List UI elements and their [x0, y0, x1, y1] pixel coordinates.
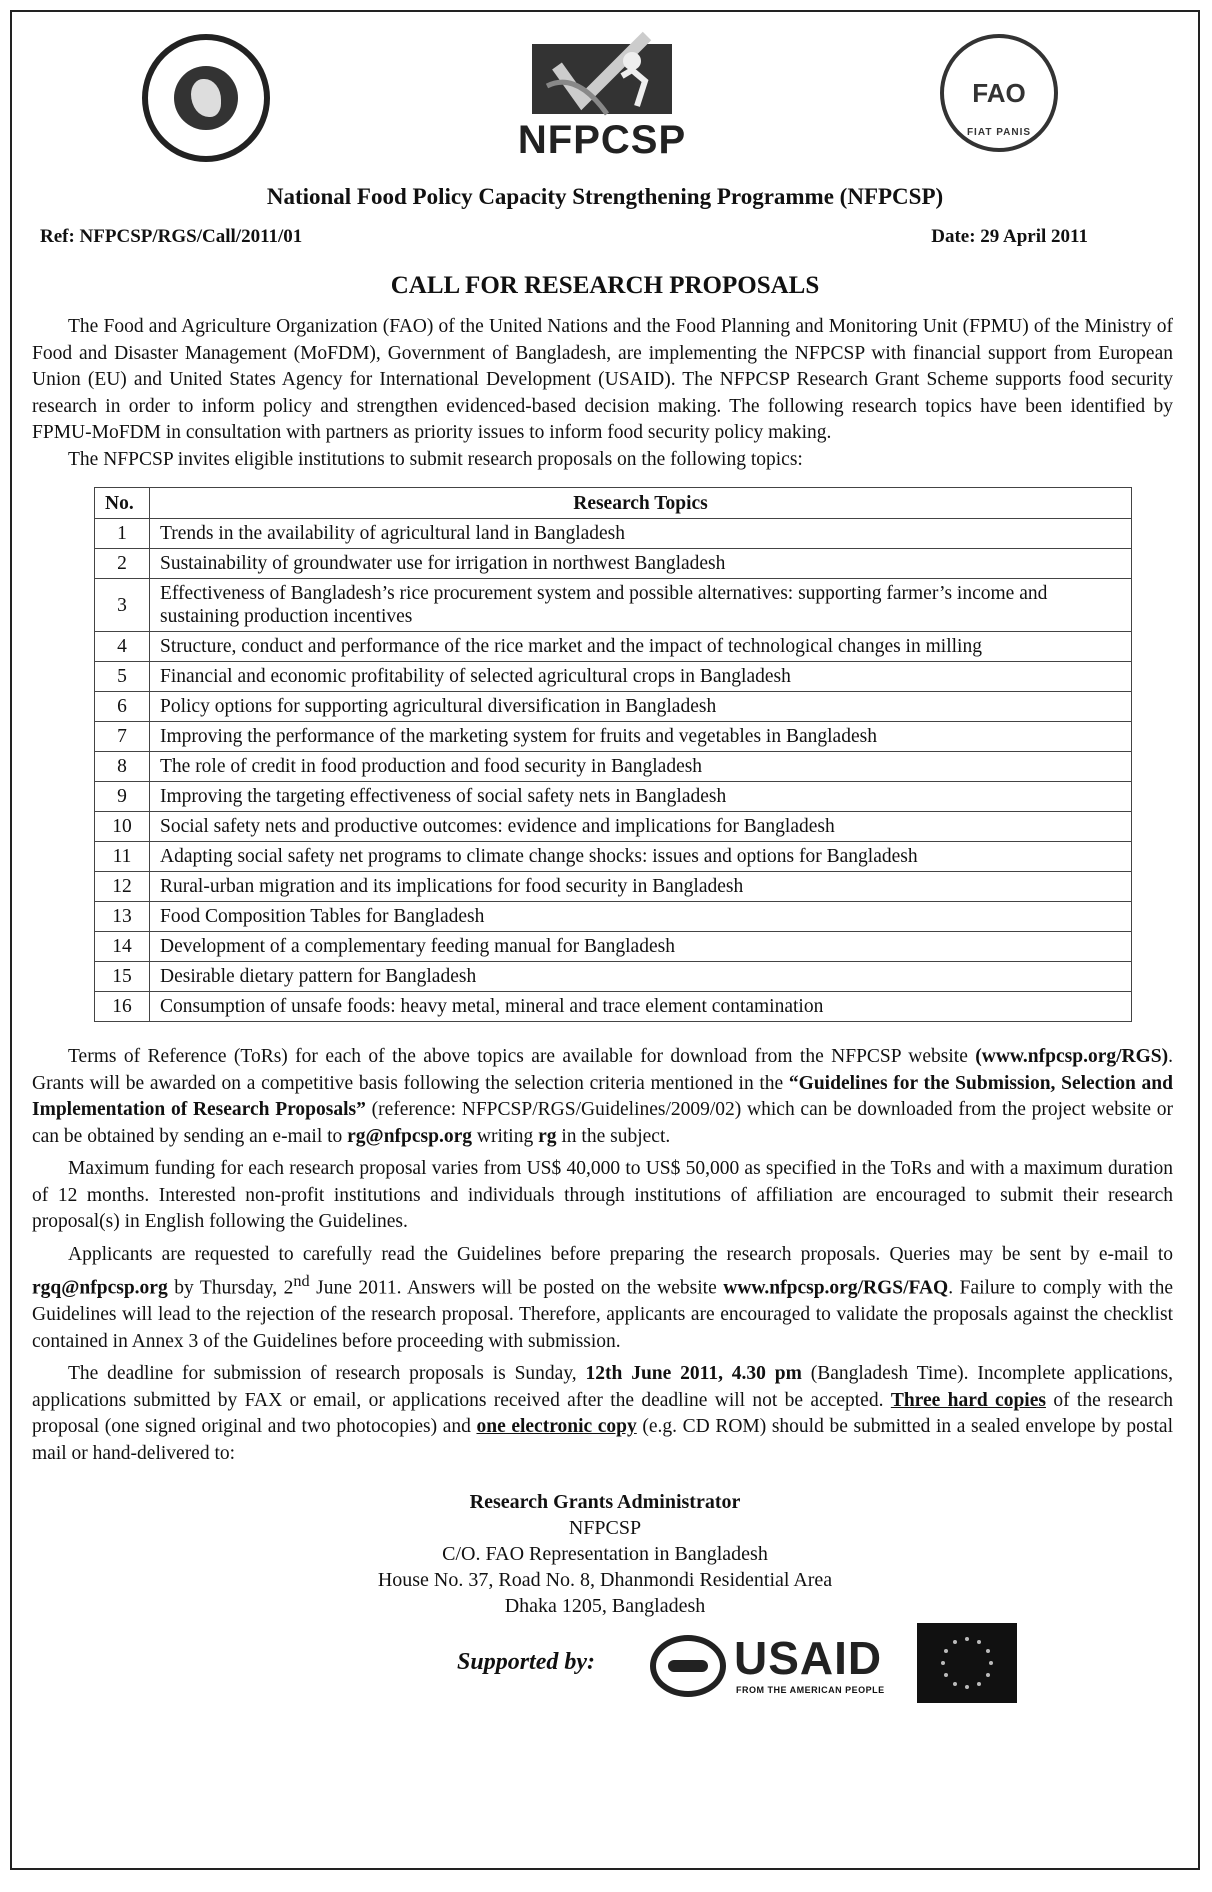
topic-number: 14 — [95, 932, 150, 962]
topic-number: 12 — [95, 872, 150, 902]
table-row — [95, 812, 1132, 842]
eu-flag-icon — [917, 1623, 1017, 1703]
topic-number: 11 — [95, 842, 150, 872]
topic-title: Adapting social safety net programs to climate change shocks: issues and options for Bangladesh — [150, 842, 1132, 872]
table-row — [95, 842, 1132, 872]
usaid-seal-icon — [650, 1635, 726, 1697]
topic-number: 5 — [95, 662, 150, 692]
address-line: House No. 37, Road No. 8, Dhanmondi Residential Area — [377, 1569, 833, 1591]
table-row — [95, 872, 1132, 902]
topic-title: Structure, conduct and performance of the rice market and the impact of technological changes in milling — [150, 632, 1132, 662]
topic-number: 9 — [95, 782, 150, 812]
address-line: NFPCSP — [568, 1517, 642, 1539]
topic-title: Financial and economic profitability of selected agricultural crops in Bangladesh — [150, 662, 1132, 692]
topic-title: Food Composition Tables for Bangladesh — [150, 902, 1132, 932]
guidelines-title: “Guidelines for the Submission, Selection and Implementation of Research Proposals” — [32, 1072, 1173, 1120]
deadline-paragraph: The deadline for submission of research proposals is Sunday, 12th June 2011, 4.30 pm (Bangladesh Time). Incomplete applications, applications submitted by FAX or email, or applications received after the deadline will not be accepted. Three hard copies of the research proposal (one signed original and two photocopies) and one electronic copy (e.g. CD ROM) should be submitted in a sealed envelope by postal mail or hand-delivered to: — [32, 1363, 1174, 1464]
nfpcsp-logo — [502, 26, 702, 176]
programme-title: National Food Policy Capacity Strengthening Programme (NFPCSP) — [266, 184, 944, 209]
invite-paragraph: The NFPCSP invites eligible institutions to submit research proposals on the following topics: — [68, 448, 803, 470]
header — [12, 12, 1198, 182]
table-row — [95, 722, 1132, 752]
topic-number: 4 — [95, 632, 150, 662]
table-row — [95, 549, 1132, 579]
topic-number: 13 — [95, 902, 150, 932]
column-header-no: No. — [95, 488, 150, 519]
topic-number: 16 — [95, 992, 150, 1022]
topic-number: 7 — [95, 722, 150, 752]
hard-copies-note: Three hard copies — [890, 1389, 1046, 1411]
supported-by-label: Supported by: — [457, 1649, 595, 1675]
topic-number: 8 — [95, 752, 150, 782]
topic-number: 10 — [95, 812, 150, 842]
table-header-row — [95, 488, 1132, 519]
tor-paragraph: Terms of Reference (ToRs) for each of the above topics are available for download from the NFPCSP website (www.nfpcsp.org/RGS). Grants will be awarded on a competitive basis following the selection criteria mentioned in the “Guidelines for the Submission, Selection and Implementation of Research Proposals” (reference: NFPCSP/RGS/Guidelines/2009/02) which can be downloaded from the project website or can be obtained by sending an e-mail to rg@nfpcsp.org writing rg in the subject. — [32, 1046, 1173, 1147]
research-topics-body — [95, 519, 1132, 1022]
table-row — [95, 782, 1132, 812]
topic-title: Consumption of unsafe foods: heavy metal, mineral and trace element contamination — [150, 992, 1132, 1022]
intro-paragraph: The Food and Agriculture Organization (FAO) of the United Nations and the Food Planning and Monitoring Unit (FPMU) of the Ministry of Food and Disaster Management (MoFDM), Government of Bangladesh, are implementing the NFPCSP with financial support from European Union (EU) and United States Agency for International Development (USAID). The NFPCSP Research Grant Scheme supports food security research in order to inform policy and strengthen evidenced-based decision making. The following research topics have been identified by FPMU-MoFDM in consultation with partners as priority issues to inform food security policy making. — [32, 316, 1173, 443]
topic-title: Trends in the availability of agricultural land in Bangladesh — [150, 519, 1132, 549]
topic-number: 1 — [95, 519, 150, 549]
fao-logo-text: FAO — [972, 77, 1026, 108]
usaid-tagline: FROM THE AMERICAN PEOPLE — [736, 1685, 885, 1695]
rg-email-link[interactable]: rg@nfpcsp.org — [347, 1125, 473, 1147]
table-row — [95, 752, 1132, 782]
topic-title: Improving the targeting effectiveness of social safety nets in Bangladesh — [150, 782, 1132, 812]
table-row — [95, 962, 1132, 992]
rgs-website-link[interactable]: (www.nfpcsp.org/RGS) — [975, 1046, 1169, 1067]
topic-number: 15 — [95, 962, 150, 992]
address-line: C/O. FAO Representation in Bangladesh — [442, 1543, 768, 1565]
advertisement-page — [10, 10, 1200, 1870]
topic-number: 2 — [95, 549, 150, 579]
topic-title: Development of a complementary feeding manual for Bangladesh — [150, 932, 1132, 962]
reference-line — [12, 226, 1198, 248]
table-row — [95, 632, 1132, 662]
topic-title: Social safety nets and productive outcomes: evidence and implications for Bangladesh — [150, 812, 1132, 842]
topic-title: Policy options for supporting agricultural diversification in Bangladesh — [150, 692, 1132, 722]
nfpcsp-emblem-icon — [527, 26, 677, 122]
call-heading: CALL FOR RESEARCH PROPOSALS — [390, 272, 820, 299]
rgq-email-link[interactable]: rgq@nfpcsp.org — [32, 1277, 168, 1299]
topic-title: Improving the performance of the marketing system for fruits and vegetables in Bangladesh — [150, 722, 1132, 752]
funding-paragraph: Maximum funding for each research proposal varies from US$ 40,000 to US$ 50,000 as specified in the ToRs and with a maximum duration of 12 months. Interested non-profit institutions and individuals through institutions of affiliation are encouraged to submit their research proposal(s) in English following the Guidelines. — [32, 1158, 1173, 1232]
topic-title: Rural-urban migration and its implications for food security in Bangladesh — [150, 872, 1132, 902]
electronic-copy-note: one electronic copy — [476, 1416, 637, 1437]
email-subject: rg — [538, 1125, 557, 1147]
topic-number: 3 — [95, 579, 150, 632]
table-row — [95, 932, 1132, 962]
address-name: Research Grants Administrator — [469, 1491, 741, 1513]
footer — [12, 1623, 1198, 1713]
fao-motto: FIAT PANIS — [966, 127, 1032, 138]
submission-address — [12, 1489, 1198, 1619]
table-row — [95, 902, 1132, 932]
research-topics-table — [94, 487, 1132, 1022]
topic-title: Effectiveness of Bangladesh’s rice procurement system and possible alternatives: supporting farmer’s income and sustaining production incentives — [150, 579, 1132, 632]
topic-title: Sustainability of groundwater use for irrigation in northwest Bangladesh — [150, 549, 1132, 579]
faq-website-link[interactable]: www.nfpcsp.org/RGS/FAQ — [723, 1277, 949, 1299]
table-row — [95, 579, 1132, 632]
deadline-date: 12th June 2011, 4.30 pm — [585, 1363, 802, 1384]
table-row — [95, 692, 1132, 722]
reference-number: Ref: NFPCSP/RGS/Call/2011/01 — [40, 226, 303, 247]
topic-title: Desirable dietary pattern for Bangladesh — [150, 962, 1132, 992]
bangladesh-government-seal-icon — [142, 34, 270, 162]
table-row — [95, 519, 1132, 549]
column-header-topics: Research Topics — [150, 488, 1132, 519]
fao-logo-icon — [940, 34, 1058, 152]
usaid-logo-text: USAID — [734, 1632, 883, 1684]
table-row — [95, 992, 1132, 1022]
topic-title: The role of credit in food production and food security in Bangladesh — [150, 752, 1132, 782]
notice-date: Date: 29 April 2011 — [931, 226, 1088, 247]
topic-number: 6 — [95, 692, 150, 722]
address-line: Dhaka 1205, Bangladesh — [504, 1595, 706, 1617]
queries-paragraph: Applicants are requested to carefully read the Guidelines before preparing the research proposals. Queries may be sent by e-mail to rgq@nfpcsp.org by Thursday, 2nd June 2011. Answers will be posted on the website www.nfpcsp.org/RGS/FAQ. Failure to comply with the Guidelines will lead to the rejection of the research proposal. Therefore, applicants are encouraged to validate the proposals against the checklist contained in Annex 3 of the Guidelines before proceeding with submission. — [32, 1243, 1173, 1352]
nfpcsp-brand: NFPCSP — [517, 118, 687, 162]
table-row — [95, 662, 1132, 692]
